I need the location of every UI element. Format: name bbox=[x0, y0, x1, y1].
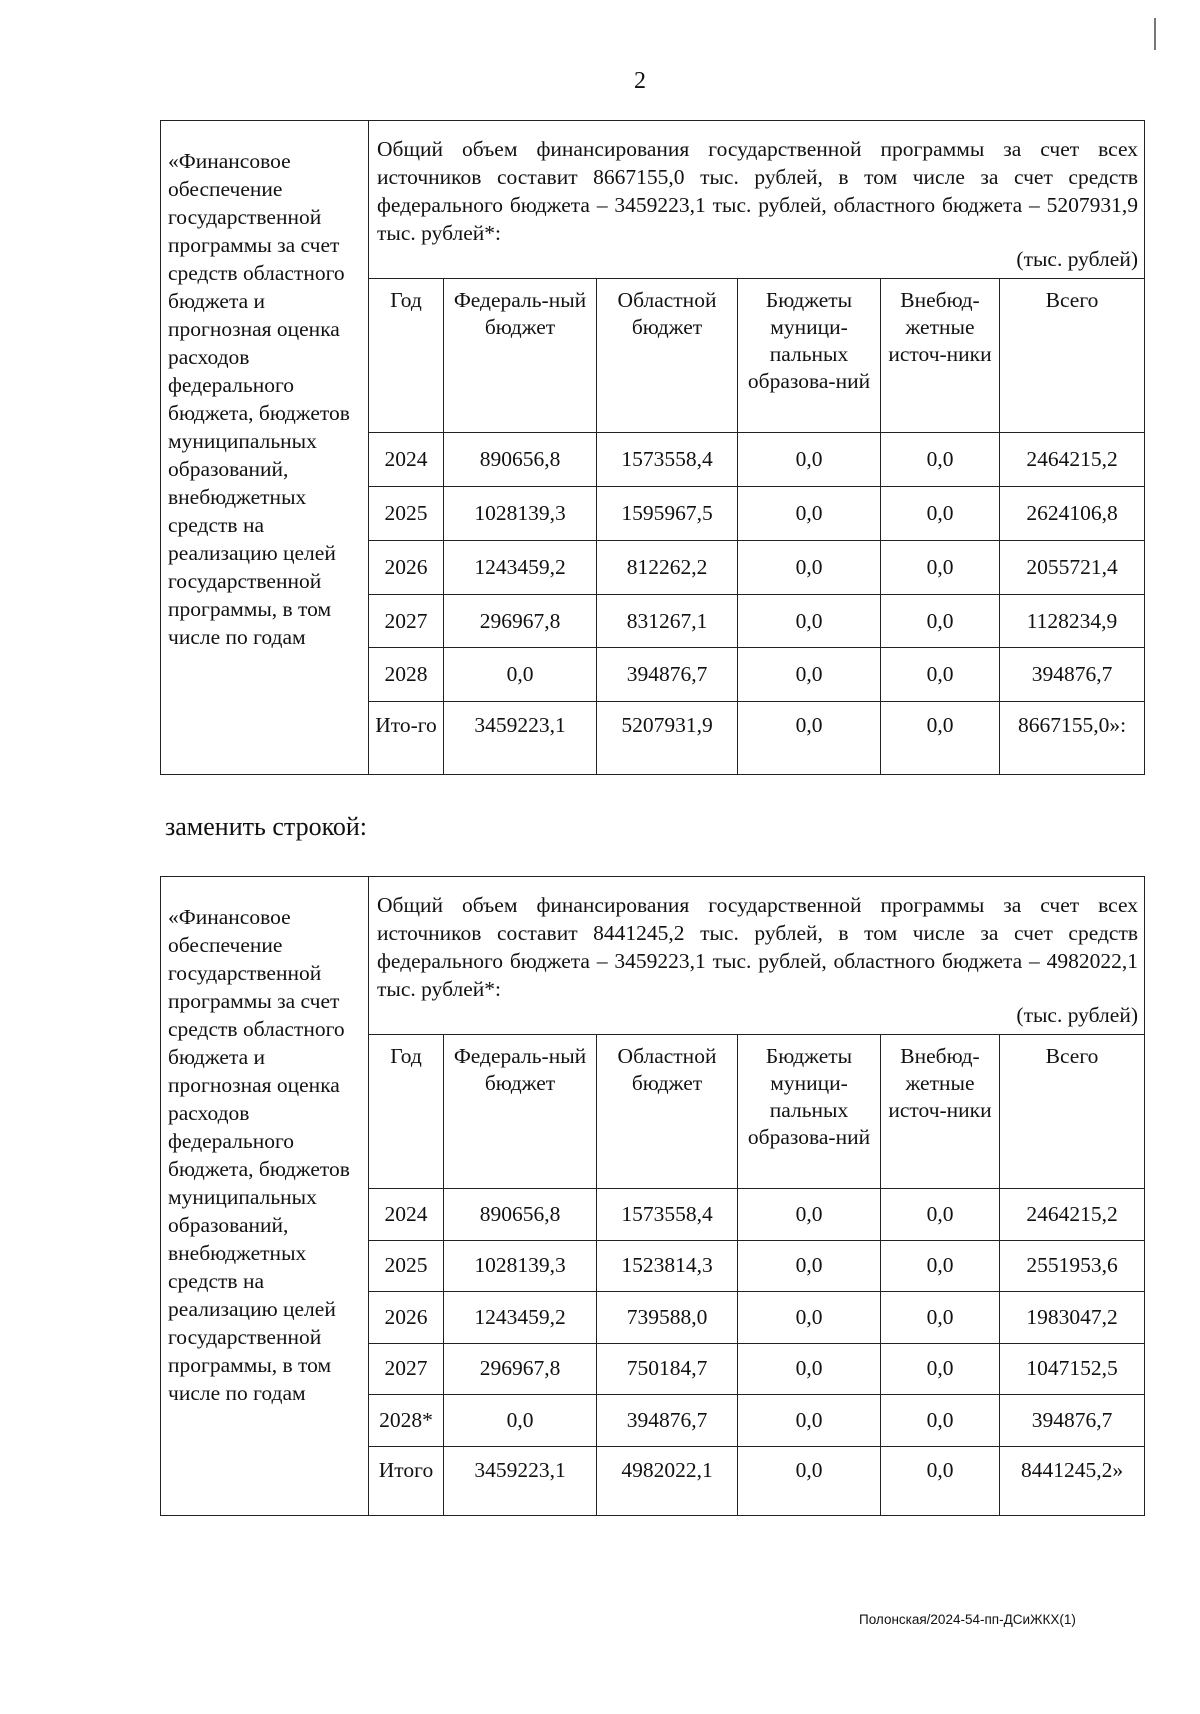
table-row bbox=[369, 1343, 1144, 1395]
cell-municipal: 0,0 bbox=[738, 1395, 881, 1447]
cell-municipal: 0,0 bbox=[738, 1343, 881, 1395]
table-row bbox=[369, 1395, 1144, 1447]
table-total-row bbox=[369, 702, 1144, 774]
cell-total: 1128234,9 bbox=[1000, 594, 1145, 648]
cell-total: 2464215,2 bbox=[1000, 433, 1145, 487]
cell-extrabudget: 0,0 bbox=[881, 1292, 1000, 1344]
cell-federal: 890656,8 bbox=[444, 433, 597, 487]
financing-table bbox=[369, 1034, 1144, 1515]
cell-total: 2551953,6 bbox=[1000, 1240, 1145, 1292]
cell-total: 8441245,2» bbox=[1000, 1446, 1145, 1515]
cell-municipal: 0,0 bbox=[738, 594, 881, 648]
units-label: (тыс. рублей) bbox=[1016, 247, 1138, 271]
page-number: 2 bbox=[634, 68, 646, 94]
table-row bbox=[369, 1292, 1144, 1344]
cell-regional: 1573558,4 bbox=[597, 433, 738, 487]
table-header-row bbox=[369, 1035, 1144, 1189]
header-municipal: Бюджеты муници-пальных образова-ний bbox=[738, 1035, 881, 1189]
cell-extrabudget: 0,0 bbox=[881, 594, 1000, 648]
cell-total: 8667155,0»: bbox=[1000, 702, 1145, 774]
header-municipal: Бюджеты муници-пальных образова-ний bbox=[738, 279, 881, 433]
cell-extrabudget: 0,0 bbox=[881, 486, 1000, 540]
row-content bbox=[369, 877, 1144, 1515]
cell-year: 2028 bbox=[369, 648, 444, 702]
header-total: Всего bbox=[1000, 279, 1145, 433]
cell-municipal: 0,0 bbox=[738, 1292, 881, 1344]
cell-year: Ито-го bbox=[369, 702, 444, 774]
cell-federal: 1243459,2 bbox=[444, 540, 597, 594]
cell-federal: 1028139,3 bbox=[444, 486, 597, 540]
replace-instruction: заменить строкой: bbox=[165, 812, 368, 841]
cell-regional: 750184,7 bbox=[597, 1343, 738, 1395]
cell-extrabudget: 0,0 bbox=[881, 1446, 1000, 1515]
cell-federal: 1028139,3 bbox=[444, 1240, 597, 1292]
row-content bbox=[369, 121, 1144, 774]
table-row bbox=[369, 1240, 1144, 1292]
cell-municipal: 0,0 bbox=[738, 486, 881, 540]
financing-block-replacement bbox=[160, 876, 1145, 1516]
header-extrabudget: Внебюд-жетные источ-ники bbox=[881, 1035, 1000, 1189]
cell-federal: 3459223,1 bbox=[444, 702, 597, 774]
cell-extrabudget: 0,0 bbox=[881, 1395, 1000, 1447]
financing-table bbox=[369, 278, 1144, 774]
cell-regional: 4982022,1 bbox=[597, 1446, 738, 1515]
cell-total: 394876,7 bbox=[1000, 1395, 1145, 1447]
table-row bbox=[369, 1189, 1144, 1241]
cell-total: 1983047,2 bbox=[1000, 1292, 1145, 1344]
cell-year: Итого bbox=[369, 1446, 444, 1515]
cell-regional: 5207931,9 bbox=[597, 702, 738, 774]
cell-regional: 1523814,3 bbox=[597, 1240, 738, 1292]
cell-year: 2026 bbox=[369, 1292, 444, 1344]
cell-regional: 739588,0 bbox=[597, 1292, 738, 1344]
cell-regional: 394876,7 bbox=[597, 648, 738, 702]
row-title: «Финансовое обеспечение государственной программы за счет средств областного бюджета и прогнозная оценка расходов федерального бюджета, бюджетов муниципальных образований, внебюджетных средств на реализацию целей государственной программы, в том числе по годам bbox=[161, 121, 369, 774]
cell-extrabudget: 0,0 bbox=[881, 648, 1000, 702]
cell-total: 394876,7 bbox=[1000, 648, 1145, 702]
cell-year: 2024 bbox=[369, 433, 444, 487]
header-year: Год bbox=[369, 1035, 444, 1189]
table-total-row bbox=[369, 1446, 1144, 1515]
cell-federal: 296967,8 bbox=[444, 1343, 597, 1395]
table-row bbox=[369, 594, 1144, 648]
cell-year: 2028* bbox=[369, 1395, 444, 1447]
cell-municipal: 0,0 bbox=[738, 648, 881, 702]
cell-federal: 0,0 bbox=[444, 1395, 597, 1447]
cell-regional: 831267,1 bbox=[597, 594, 738, 648]
cell-year: 2025 bbox=[369, 486, 444, 540]
cell-municipal: 0,0 bbox=[738, 1189, 881, 1241]
cell-extrabudget: 0,0 bbox=[881, 1240, 1000, 1292]
cell-federal: 3459223,1 bbox=[444, 1446, 597, 1515]
cell-total: 2055721,4 bbox=[1000, 540, 1145, 594]
row-title: «Финансовое обеспечение государственной программы за счет средств областного бюджета и прогнозная оценка расходов федерального бюджета, бюджетов муниципальных образований, внебюджетных средств на реализацию целей государственной программы, в том числе по годам bbox=[161, 877, 369, 1515]
header-federal: Федераль-ный бюджет bbox=[444, 279, 597, 433]
cell-regional: 1595967,5 bbox=[597, 486, 738, 540]
table-row bbox=[369, 540, 1144, 594]
cell-year: 2027 bbox=[369, 594, 444, 648]
header-total: Всего bbox=[1000, 1035, 1145, 1189]
cell-federal: 890656,8 bbox=[444, 1189, 597, 1241]
header-federal: Федераль-ный бюджет bbox=[444, 1035, 597, 1189]
header-extrabudget: Внебюд-жетные источ-ники bbox=[881, 279, 1000, 433]
table-row bbox=[369, 433, 1144, 487]
cell-federal: 296967,8 bbox=[444, 594, 597, 648]
cell-total: 1047152,5 bbox=[1000, 1343, 1145, 1395]
cell-federal: 1243459,2 bbox=[444, 1292, 597, 1344]
header-year: Год bbox=[369, 279, 444, 433]
table-row bbox=[369, 648, 1144, 702]
cell-year: 2025 bbox=[369, 1240, 444, 1292]
cell-regional: 812262,2 bbox=[597, 540, 738, 594]
cell-municipal: 0,0 bbox=[738, 1446, 881, 1515]
cell-regional: 394876,7 bbox=[597, 1395, 738, 1447]
header-regional: Областной бюджет bbox=[597, 1035, 738, 1189]
cell-municipal: 0,0 bbox=[738, 702, 881, 774]
cell-extrabudget: 0,0 bbox=[881, 540, 1000, 594]
document-code: Полонская/2024-54-пп-ДСиЖКХ(1) bbox=[859, 1612, 1076, 1627]
cell-municipal: 0,0 bbox=[738, 433, 881, 487]
cell-extrabudget: 0,0 bbox=[881, 433, 1000, 487]
cell-year: 2024 bbox=[369, 1189, 444, 1241]
financing-block-original bbox=[160, 120, 1145, 775]
cell-regional: 1573558,4 bbox=[597, 1189, 738, 1241]
cell-total: 2464215,2 bbox=[1000, 1189, 1145, 1241]
cell-federal: 0,0 bbox=[444, 648, 597, 702]
cell-extrabudget: 0,0 bbox=[881, 702, 1000, 774]
header-regional: Областной бюджет bbox=[597, 279, 738, 433]
units-label: (тыс. рублей) bbox=[1016, 1003, 1138, 1027]
scan-artifact-line bbox=[1154, 18, 1156, 50]
financing-summary: Общий объем финансирования государственной программы за счет всех источников составит 8441245,2 тыс. рублей, в том числе за счет средств федерального бюджета – 3459223,1 тыс. рублей, областного бюджета – 4982022,1 тыс. рублей*: bbox=[377, 893, 1138, 1001]
table-header-row bbox=[369, 279, 1144, 433]
cell-extrabudget: 0,0 bbox=[881, 1343, 1000, 1395]
cell-year: 2027 bbox=[369, 1343, 444, 1395]
cell-year: 2026 bbox=[369, 540, 444, 594]
cell-municipal: 0,0 bbox=[738, 540, 881, 594]
cell-municipal: 0,0 bbox=[738, 1240, 881, 1292]
cell-total: 2624106,8 bbox=[1000, 486, 1145, 540]
table-row bbox=[369, 486, 1144, 540]
cell-extrabudget: 0,0 bbox=[881, 1189, 1000, 1241]
financing-summary: Общий объем финансирования государственной программы за счет всех источников составит 8667155,0 тыс. рублей, в том числе за счет средств федерального бюджета – 3459223,1 тыс. рублей, областного бюджета – 5207931,9 тыс. рублей*: bbox=[377, 137, 1138, 245]
